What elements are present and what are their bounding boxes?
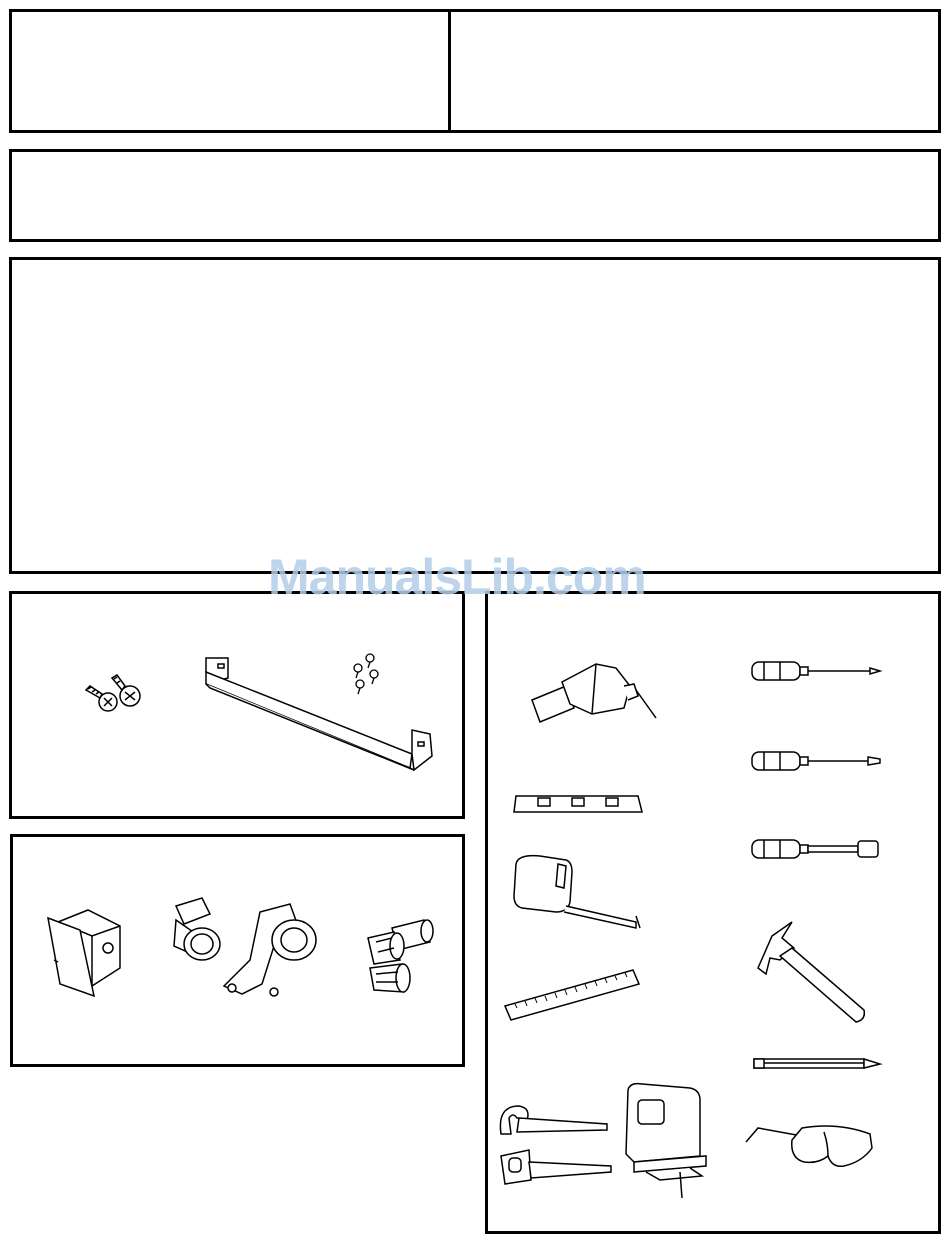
hammer-illustration — [752, 918, 872, 1028]
strain-relief-connectors-illustration — [162, 890, 322, 1000]
level-illustration — [512, 788, 644, 816]
safety-glasses-illustration — [744, 1118, 874, 1174]
pencil-illustration — [752, 1056, 884, 1072]
junction-box-illustration — [44, 904, 124, 1000]
ruler-illustration — [503, 966, 643, 1024]
tape-measure-illustration — [510, 850, 644, 932]
power-drill-illustration — [526, 656, 661, 726]
top-left-panel — [9, 9, 452, 133]
jigsaw-illustration — [620, 1080, 710, 1200]
screws-illustration — [80, 668, 160, 718]
wire-nuts-illustration — [364, 918, 440, 998]
mounting-bracket-illustration — [198, 650, 438, 775]
title-band-panel — [9, 149, 941, 242]
main-text-panel — [9, 257, 941, 574]
small-screws-illustration — [346, 648, 386, 696]
nut-driver-illustration — [750, 836, 882, 864]
flat-screwdriver-illustration — [750, 748, 882, 774]
top-right-panel — [448, 9, 941, 133]
watermark: ManualsLib.com — [268, 549, 646, 605]
phillips-screwdriver-illustration — [750, 658, 882, 684]
saws-illustration — [497, 1100, 617, 1190]
